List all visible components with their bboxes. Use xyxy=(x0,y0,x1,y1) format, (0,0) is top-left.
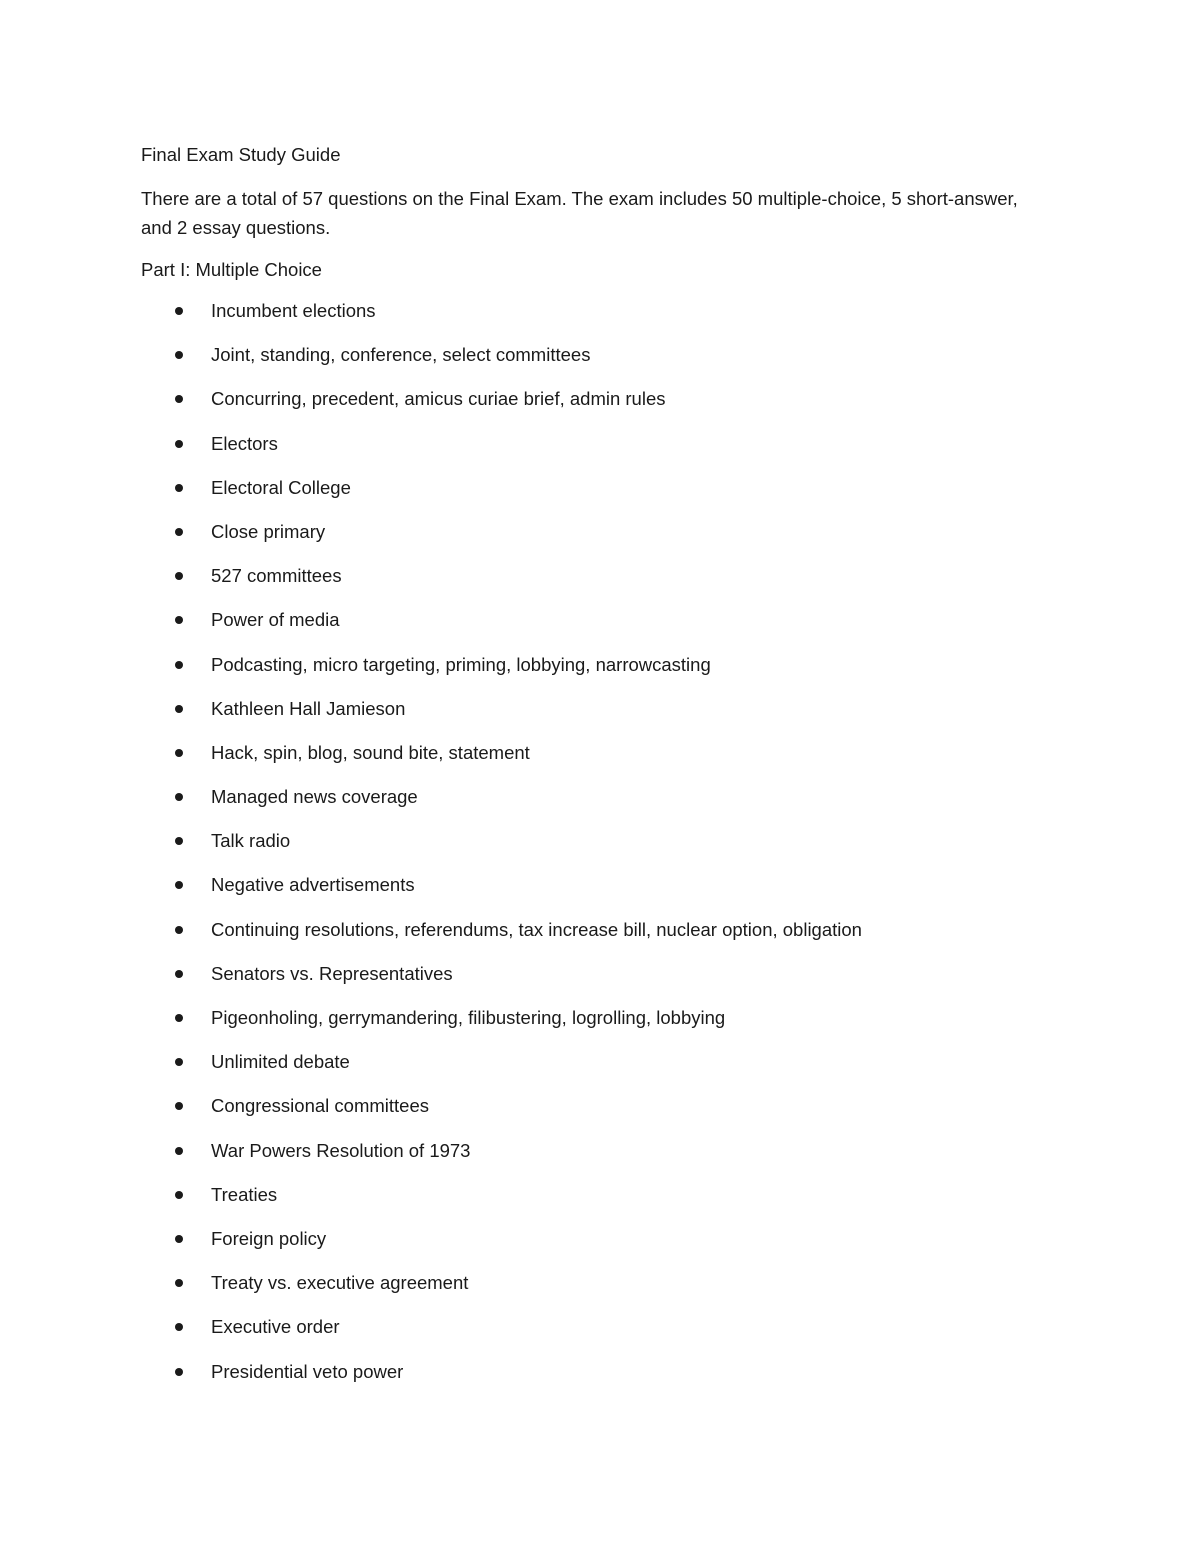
list-item xyxy=(141,385,1041,429)
list-item xyxy=(141,651,1041,695)
list-item-text: Unlimited debate xyxy=(211,1051,350,1073)
list-item-text: Concurring, precedent, amicus curiae brief, admin rules xyxy=(211,388,666,410)
list-item-text: Congressional committees xyxy=(211,1095,429,1117)
list-item-text: Treaties xyxy=(211,1183,278,1205)
bullet-dot-icon xyxy=(175,1279,183,1287)
bullet-dot-icon xyxy=(175,1014,183,1022)
list-item-text: Power of media xyxy=(211,609,340,631)
bullet-dot-icon xyxy=(175,970,183,978)
document-title: Final Exam Study Guide xyxy=(141,144,341,165)
list-item xyxy=(141,1092,1041,1136)
list-item xyxy=(141,1004,1041,1048)
bullet-dot-icon xyxy=(175,661,183,669)
list-item-text: 527 committees xyxy=(211,565,342,587)
list-item xyxy=(141,1269,1041,1313)
bullet-dot-icon xyxy=(175,881,183,889)
list-item xyxy=(141,518,1041,562)
bullet-dot-icon xyxy=(175,1191,183,1199)
intro-paragraph: There are a total of 57 questions on the Final Exam. The exam includes 50 multiple-choice, 5 short-answer, and 2 essay questions. xyxy=(141,188,1018,238)
list-item xyxy=(141,562,1041,606)
list-item-text: Kathleen Hall Jamieson xyxy=(211,697,406,719)
list-item xyxy=(141,960,1041,1004)
bullet-dot-icon xyxy=(175,440,183,448)
bullet-dot-icon xyxy=(175,749,183,757)
list-item xyxy=(141,1181,1041,1225)
list-item xyxy=(141,827,1041,871)
bullet-dot-icon xyxy=(175,1058,183,1066)
list-item-text: Negative advertisements xyxy=(211,874,415,896)
list-item-text: Presidential veto power xyxy=(211,1360,404,1382)
bullet-dot-icon xyxy=(175,1323,183,1331)
bullet-dot-icon xyxy=(175,616,183,624)
list-item-text: Pigeonholing, gerrymandering, filibustering, logrolling, lobbying xyxy=(211,1007,726,1028)
list-item-text: Joint, standing, conference, select committees xyxy=(211,344,591,366)
list-item-text: Managed news coverage xyxy=(211,786,418,808)
list-item-text: Foreign policy xyxy=(211,1227,327,1249)
list-item xyxy=(141,695,1041,739)
list-item-text: Close primary xyxy=(211,520,326,542)
bullet-dot-icon xyxy=(175,395,183,403)
bullet-dot-icon xyxy=(175,926,183,934)
list-item xyxy=(141,916,1041,960)
bullet-dot-icon xyxy=(175,1235,183,1243)
list-item-text: Electoral College xyxy=(211,476,351,498)
list-item xyxy=(141,1225,1041,1269)
bullet-dot-icon xyxy=(175,705,183,713)
bullet-dot-icon xyxy=(175,1368,183,1376)
list-item xyxy=(141,1313,1041,1357)
list-item-text: Senators vs. Representatives xyxy=(211,962,453,984)
topic-bullet-list xyxy=(141,297,1041,1402)
list-item xyxy=(141,430,1041,474)
list-item xyxy=(141,783,1041,827)
bullet-dot-icon xyxy=(175,793,183,801)
list-item-text: Continuing resolutions, referendums, tax increase bill, nuclear option, obligation xyxy=(211,918,862,940)
list-item-text: Incumbent elections xyxy=(211,300,376,321)
bullet-dot-icon xyxy=(175,837,183,845)
list-item xyxy=(141,1137,1041,1181)
list-item-text: Executive order xyxy=(211,1316,340,1338)
list-item-text: Electors xyxy=(211,432,278,454)
bullet-dot-icon xyxy=(175,1147,183,1155)
list-item-text: Treaty vs. executive agreement xyxy=(211,1272,469,1294)
list-item xyxy=(141,871,1041,915)
bullet-dot-icon xyxy=(175,1102,183,1110)
bullet-dot-icon xyxy=(175,351,183,359)
list-item xyxy=(141,1048,1041,1092)
list-item-text: Podcasting, micro targeting, priming, lobbying, narrowcasting xyxy=(211,653,711,675)
list-item-text: Hack, spin, blog, sound bite, statement xyxy=(211,741,530,763)
list-item-text: War Powers Resolution of 1973 xyxy=(211,1139,471,1161)
bullet-dot-icon xyxy=(175,528,183,536)
list-item xyxy=(141,739,1041,783)
list-item xyxy=(141,1358,1041,1402)
bullet-dot-icon xyxy=(175,484,183,492)
list-item xyxy=(141,606,1041,650)
part-heading: Part I: Multiple Choice xyxy=(141,259,322,280)
list-item-text: Talk radio xyxy=(211,830,291,852)
list-item xyxy=(141,297,1041,341)
bullet-dot-icon xyxy=(175,572,183,580)
list-item xyxy=(141,474,1041,518)
bullet-dot-icon xyxy=(175,307,183,315)
document-body xyxy=(141,141,1041,1402)
list-item xyxy=(141,341,1041,385)
